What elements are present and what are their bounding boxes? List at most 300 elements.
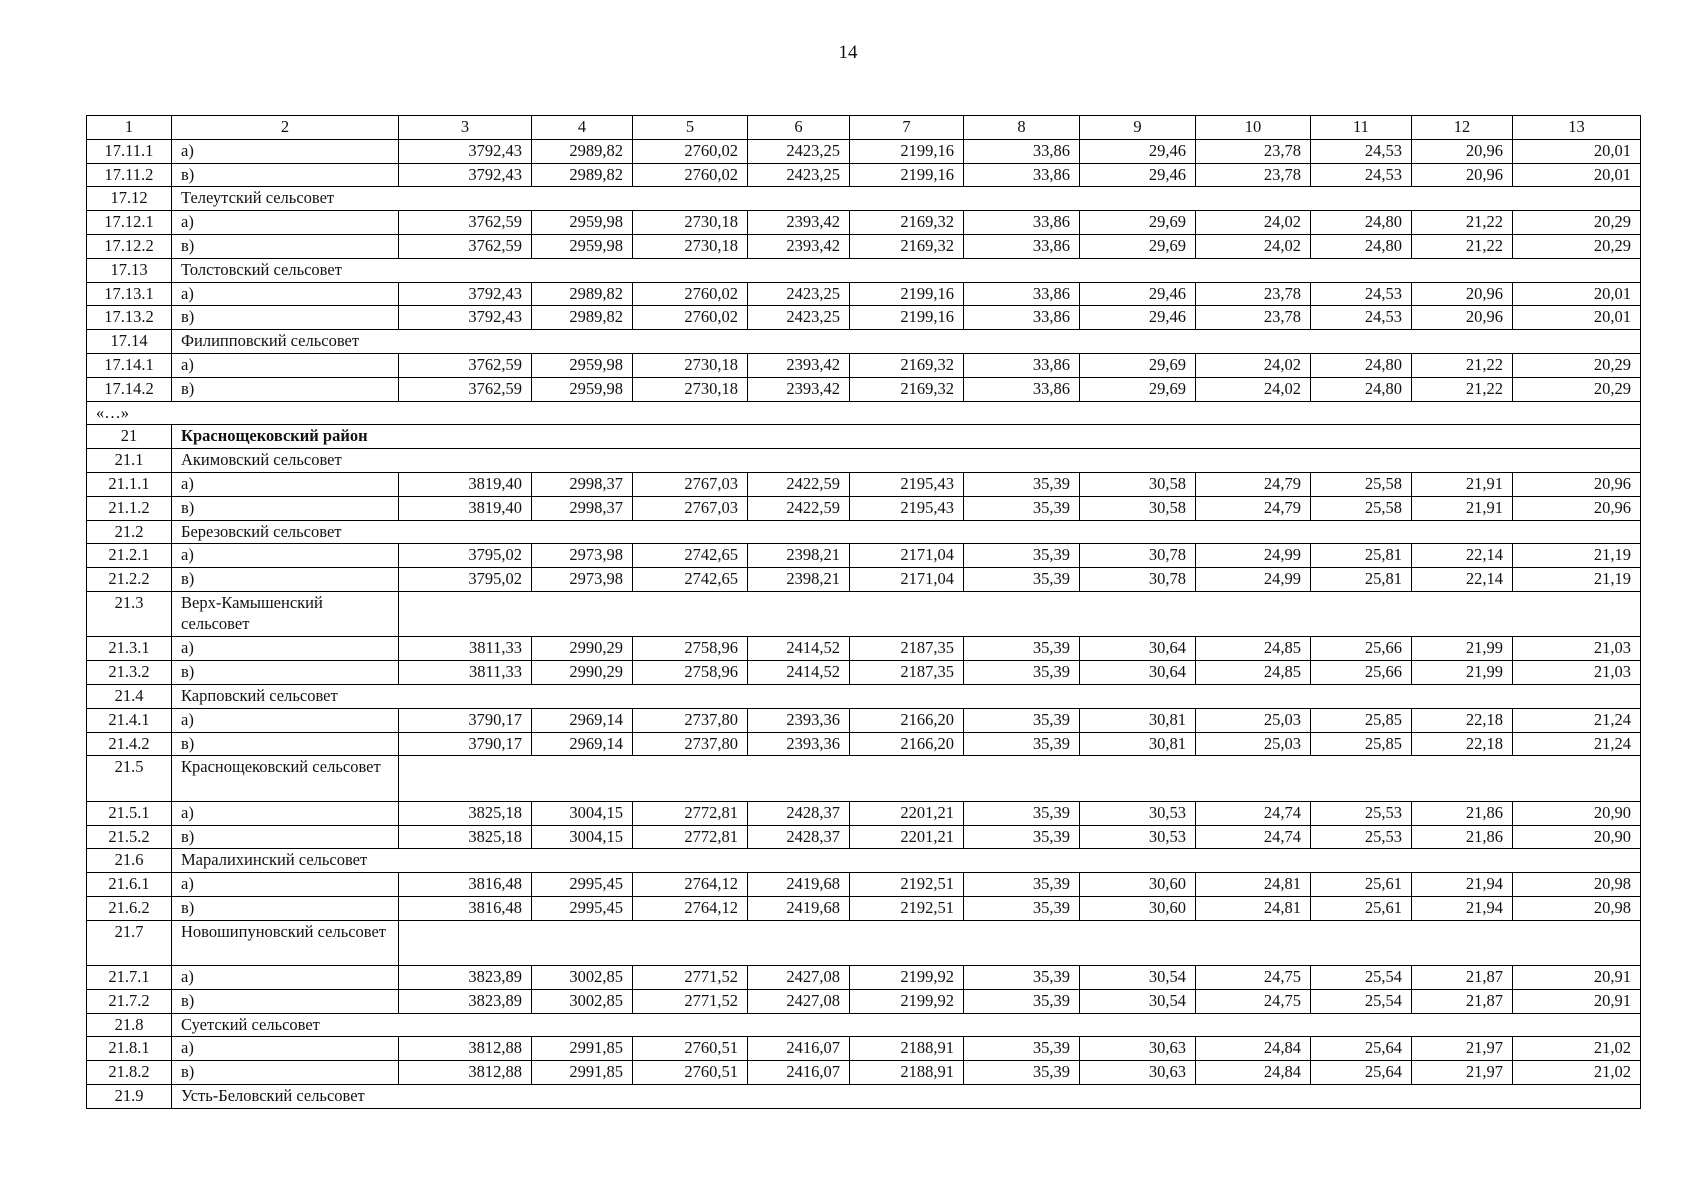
value-cell: 20,96 <box>1412 139 1513 163</box>
value-cell: 33,86 <box>964 377 1080 401</box>
value-cell: 2990,29 <box>532 637 633 661</box>
value-cell: 2764,12 <box>633 873 748 897</box>
value-cell: 3795,02 <box>399 568 532 592</box>
value-cell: 21,97 <box>1412 1061 1513 1085</box>
row-code: 21.4.1 <box>87 708 172 732</box>
section-code: 21 <box>87 425 172 449</box>
value-cell: 20,01 <box>1513 139 1641 163</box>
section-title: Толстовский сельсовет <box>172 258 1641 282</box>
row-code: 21.5.1 <box>87 801 172 825</box>
table-row <box>87 896 1641 920</box>
table-row <box>87 989 1641 1013</box>
value-cell: 21,97 <box>1412 1037 1513 1061</box>
table-row <box>87 568 1641 592</box>
value-cell: 20,96 <box>1412 163 1513 187</box>
table-row <box>87 306 1641 330</box>
value-cell: 25,85 <box>1311 708 1412 732</box>
value-cell: 2991,85 <box>532 1037 633 1061</box>
column-header: 4 <box>532 116 633 140</box>
value-cell: 2398,21 <box>748 568 850 592</box>
value-cell: 20,96 <box>1412 306 1513 330</box>
value-cell: 2187,35 <box>850 637 964 661</box>
row-label: в) <box>172 825 399 849</box>
value-cell: 2730,18 <box>633 377 748 401</box>
table-row <box>87 1037 1641 1061</box>
value-cell: 2772,81 <box>633 825 748 849</box>
value-cell: 25,53 <box>1311 801 1412 825</box>
column-header: 2 <box>172 116 399 140</box>
value-cell: 21,91 <box>1412 496 1513 520</box>
value-cell: 24,80 <box>1311 211 1412 235</box>
value-cell: 29,69 <box>1080 377 1196 401</box>
value-cell: 21,87 <box>1412 989 1513 1013</box>
value-cell: 21,94 <box>1412 873 1513 897</box>
value-cell: 30,78 <box>1080 568 1196 592</box>
row-code: 21.5.2 <box>87 825 172 849</box>
value-cell: 2767,03 <box>633 472 748 496</box>
value-cell: 2393,42 <box>748 353 850 377</box>
value-cell: 2422,59 <box>748 472 850 496</box>
value-cell: 21,22 <box>1412 234 1513 258</box>
row-code: 17.14.2 <box>87 377 172 401</box>
value-cell: 3792,43 <box>399 306 532 330</box>
table-row <box>87 139 1641 163</box>
row-code: 21.8.2 <box>87 1061 172 1085</box>
value-cell: 25,54 <box>1311 966 1412 990</box>
row-code: 21.3.1 <box>87 637 172 661</box>
value-cell: 2393,36 <box>748 708 850 732</box>
value-cell: 24,85 <box>1196 661 1311 685</box>
value-cell: 20,90 <box>1513 801 1641 825</box>
value-cell: 2771,52 <box>633 989 748 1013</box>
row-code: 21.1.2 <box>87 496 172 520</box>
value-cell: 33,86 <box>964 306 1080 330</box>
value-cell: 25,66 <box>1311 637 1412 661</box>
section-code: 21.5 <box>87 756 172 801</box>
value-cell: 25,85 <box>1311 732 1412 756</box>
value-cell: 21,99 <box>1412 661 1513 685</box>
value-cell: 22,18 <box>1412 708 1513 732</box>
value-cell: 24,02 <box>1196 353 1311 377</box>
value-cell: 2393,42 <box>748 377 850 401</box>
value-cell: 2393,42 <box>748 234 850 258</box>
value-cell: 25,66 <box>1311 661 1412 685</box>
value-cell: 23,78 <box>1196 139 1311 163</box>
value-cell: 25,53 <box>1311 825 1412 849</box>
value-cell: 3762,59 <box>399 234 532 258</box>
value-cell: 24,80 <box>1311 353 1412 377</box>
column-header: 8 <box>964 116 1080 140</box>
value-cell: 33,86 <box>964 234 1080 258</box>
value-cell: 2995,45 <box>532 896 633 920</box>
table-row <box>87 377 1641 401</box>
value-cell: 21,86 <box>1412 825 1513 849</box>
value-cell: 29,69 <box>1080 211 1196 235</box>
value-cell: 2730,18 <box>633 353 748 377</box>
value-cell: 3002,85 <box>532 989 633 1013</box>
table-row <box>87 873 1641 897</box>
value-cell: 3790,17 <box>399 732 532 756</box>
value-cell: 21,99 <box>1412 637 1513 661</box>
row-label: а) <box>172 1037 399 1061</box>
value-cell: 24,81 <box>1196 896 1311 920</box>
table-row <box>87 708 1641 732</box>
section-code: 21.9 <box>87 1085 172 1109</box>
value-cell: 2973,98 <box>532 544 633 568</box>
value-cell: 22,14 <box>1412 544 1513 568</box>
value-cell: 3825,18 <box>399 801 532 825</box>
page-number: 14 <box>838 42 858 63</box>
section-title: Краснощековский сельсовет <box>172 756 399 801</box>
value-cell: 2416,07 <box>748 1061 850 1085</box>
value-cell: 23,78 <box>1196 306 1311 330</box>
value-cell: 21,02 <box>1513 1061 1641 1085</box>
value-cell: 2171,04 <box>850 544 964 568</box>
value-cell: 30,60 <box>1080 896 1196 920</box>
value-cell: 29,46 <box>1080 306 1196 330</box>
column-header: 11 <box>1311 116 1412 140</box>
value-cell: 20,98 <box>1513 873 1641 897</box>
value-cell: 33,86 <box>964 282 1080 306</box>
value-cell: 24,53 <box>1311 163 1412 187</box>
value-cell: 35,39 <box>964 825 1080 849</box>
section-row <box>87 849 1641 873</box>
row-label: а) <box>172 282 399 306</box>
value-cell: 20,91 <box>1513 989 1641 1013</box>
value-cell: 2199,16 <box>850 163 964 187</box>
table-body <box>87 116 1641 1109</box>
column-header: 5 <box>633 116 748 140</box>
column-header: 3 <box>399 116 532 140</box>
section-row <box>87 425 1641 449</box>
value-cell: 20,01 <box>1513 163 1641 187</box>
value-cell: 30,58 <box>1080 472 1196 496</box>
column-header: 7 <box>850 116 964 140</box>
value-cell: 33,86 <box>964 211 1080 235</box>
value-cell: 2199,16 <box>850 306 964 330</box>
row-label: а) <box>172 708 399 732</box>
value-cell: 30,81 <box>1080 732 1196 756</box>
row-code: 21.7.2 <box>87 989 172 1013</box>
value-cell: 25,81 <box>1311 544 1412 568</box>
value-cell: 2737,80 <box>633 708 748 732</box>
value-cell: 23,78 <box>1196 163 1311 187</box>
row-label: в) <box>172 732 399 756</box>
row-code: 21.2.2 <box>87 568 172 592</box>
row-code: 21.2.1 <box>87 544 172 568</box>
value-cell: 24,53 <box>1311 139 1412 163</box>
row-label: в) <box>172 661 399 685</box>
value-cell: 24,74 <box>1196 801 1311 825</box>
section-code: 17.14 <box>87 330 172 354</box>
value-cell: 21,03 <box>1513 637 1641 661</box>
value-cell: 35,39 <box>964 1061 1080 1085</box>
value-cell: 21,24 <box>1513 732 1641 756</box>
value-cell: 21,22 <box>1412 377 1513 401</box>
value-cell: 21,22 <box>1412 211 1513 235</box>
section-title: Телеутский сельсовет <box>172 187 1641 211</box>
value-cell: 2195,43 <box>850 472 964 496</box>
value-cell: 2973,98 <box>532 568 633 592</box>
table-row <box>87 472 1641 496</box>
column-header: 6 <box>748 116 850 140</box>
value-cell: 2419,68 <box>748 896 850 920</box>
value-cell: 2771,52 <box>633 966 748 990</box>
value-cell: 24,79 <box>1196 472 1311 496</box>
value-cell: 24,99 <box>1196 544 1311 568</box>
row-code: 17.12.2 <box>87 234 172 258</box>
row-code: 17.11.1 <box>87 139 172 163</box>
value-cell: 2422,59 <box>748 496 850 520</box>
value-cell: 2427,08 <box>748 989 850 1013</box>
value-cell: 2758,96 <box>633 661 748 685</box>
row-code: 21.4.2 <box>87 732 172 756</box>
value-cell: 30,63 <box>1080 1037 1196 1061</box>
column-header: 12 <box>1412 116 1513 140</box>
value-cell: 2192,51 <box>850 873 964 897</box>
row-label: а) <box>172 472 399 496</box>
section-row <box>87 684 1641 708</box>
value-cell: 24,02 <box>1196 234 1311 258</box>
value-cell: 35,39 <box>964 966 1080 990</box>
value-cell: 3811,33 <box>399 637 532 661</box>
value-cell: 2730,18 <box>633 234 748 258</box>
section-row <box>87 591 1641 636</box>
table-row <box>87 637 1641 661</box>
value-cell: 3762,59 <box>399 353 532 377</box>
value-cell: 2192,51 <box>850 896 964 920</box>
value-cell: 2998,37 <box>532 472 633 496</box>
value-cell: 2398,21 <box>748 544 850 568</box>
table-row <box>87 282 1641 306</box>
value-cell: 2742,65 <box>633 544 748 568</box>
section-code: 21.1 <box>87 449 172 473</box>
value-cell: 3819,40 <box>399 472 532 496</box>
row-code: 21.3.2 <box>87 661 172 685</box>
row-label: а) <box>172 353 399 377</box>
value-cell: 2169,32 <box>850 377 964 401</box>
tariff-table <box>86 115 1641 1109</box>
value-cell: 2393,36 <box>748 732 850 756</box>
value-cell: 22,14 <box>1412 568 1513 592</box>
header-row <box>87 116 1641 140</box>
value-cell: 30,64 <box>1080 661 1196 685</box>
column-header: 10 <box>1196 116 1311 140</box>
row-code: 17.12.1 <box>87 211 172 235</box>
value-cell: 35,39 <box>964 496 1080 520</box>
value-cell: 3792,43 <box>399 139 532 163</box>
value-cell: 20,96 <box>1412 282 1513 306</box>
value-cell: 2423,25 <box>748 163 850 187</box>
row-code: 17.13.2 <box>87 306 172 330</box>
row-label: в) <box>172 1061 399 1085</box>
value-cell: 2423,25 <box>748 139 850 163</box>
value-cell: 35,39 <box>964 873 1080 897</box>
omission-mark: «…» <box>87 401 1641 425</box>
value-cell: 2199,16 <box>850 282 964 306</box>
value-cell: 35,39 <box>964 732 1080 756</box>
value-cell: 20,98 <box>1513 896 1641 920</box>
section-title: Новошипуновский сельсовет <box>172 920 399 965</box>
row-label: в) <box>172 896 399 920</box>
value-cell: 2760,51 <box>633 1061 748 1085</box>
section-code: 21.2 <box>87 520 172 544</box>
row-label: в) <box>172 989 399 1013</box>
value-cell: 35,39 <box>964 1037 1080 1061</box>
value-cell: 2767,03 <box>633 496 748 520</box>
value-cell: 3825,18 <box>399 825 532 849</box>
value-cell: 2742,65 <box>633 568 748 592</box>
table-row <box>87 825 1641 849</box>
row-code: 21.1.1 <box>87 472 172 496</box>
value-cell: 33,86 <box>964 163 1080 187</box>
row-label: а) <box>172 873 399 897</box>
value-cell: 24,80 <box>1311 377 1412 401</box>
value-cell: 2199,92 <box>850 989 964 1013</box>
row-label: в) <box>172 306 399 330</box>
section-row <box>87 756 1641 801</box>
row-label: а) <box>172 139 399 163</box>
row-label: а) <box>172 637 399 661</box>
value-cell: 2187,35 <box>850 661 964 685</box>
table-row <box>87 544 1641 568</box>
section-row <box>87 1085 1641 1109</box>
section-row <box>87 920 1641 965</box>
value-cell: 2969,14 <box>532 708 633 732</box>
value-cell: 3002,85 <box>532 966 633 990</box>
value-cell: 2169,32 <box>850 211 964 235</box>
value-cell: 35,39 <box>964 661 1080 685</box>
value-cell: 25,61 <box>1311 896 1412 920</box>
section-filler <box>399 591 1641 636</box>
row-label: в) <box>172 496 399 520</box>
value-cell: 20,29 <box>1513 353 1641 377</box>
column-header: 13 <box>1513 116 1641 140</box>
value-cell: 2419,68 <box>748 873 850 897</box>
value-cell: 2416,07 <box>748 1037 850 1061</box>
section-title: Маралихинский сельсовет <box>172 849 1641 873</box>
value-cell: 3823,89 <box>399 989 532 1013</box>
value-cell: 24,79 <box>1196 496 1311 520</box>
value-cell: 2428,37 <box>748 801 850 825</box>
value-cell: 3816,48 <box>399 873 532 897</box>
column-header: 9 <box>1080 116 1196 140</box>
value-cell: 2959,98 <box>532 234 633 258</box>
value-cell: 20,01 <box>1513 282 1641 306</box>
value-cell: 21,87 <box>1412 966 1513 990</box>
value-cell: 2393,42 <box>748 211 850 235</box>
value-cell: 2199,92 <box>850 966 964 990</box>
value-cell: 35,39 <box>964 801 1080 825</box>
value-cell: 30,54 <box>1080 966 1196 990</box>
section-title: Верх-Камышенский сельсовет <box>172 591 399 636</box>
value-cell: 2171,04 <box>850 568 964 592</box>
value-cell: 3812,88 <box>399 1037 532 1061</box>
value-cell: 20,91 <box>1513 966 1641 990</box>
value-cell: 25,03 <box>1196 708 1311 732</box>
value-cell: 30,53 <box>1080 801 1196 825</box>
section-code: 17.12 <box>87 187 172 211</box>
value-cell: 3795,02 <box>399 544 532 568</box>
value-cell: 25,61 <box>1311 873 1412 897</box>
row-label: в) <box>172 234 399 258</box>
section-row <box>87 258 1641 282</box>
row-code: 17.11.2 <box>87 163 172 187</box>
value-cell: 2188,91 <box>850 1037 964 1061</box>
section-title: Березовский сельсовет <box>172 520 1641 544</box>
value-cell: 29,46 <box>1080 139 1196 163</box>
value-cell: 24,02 <box>1196 211 1311 235</box>
row-label: а) <box>172 801 399 825</box>
value-cell: 2169,32 <box>850 353 964 377</box>
value-cell: 25,03 <box>1196 732 1311 756</box>
value-cell: 30,60 <box>1080 873 1196 897</box>
value-cell: 2989,82 <box>532 282 633 306</box>
value-cell: 24,74 <box>1196 825 1311 849</box>
row-code: 21.6.2 <box>87 896 172 920</box>
value-cell: 21,94 <box>1412 896 1513 920</box>
value-cell: 2998,37 <box>532 496 633 520</box>
value-cell: 21,03 <box>1513 661 1641 685</box>
value-cell: 2760,02 <box>633 139 748 163</box>
value-cell: 2969,14 <box>532 732 633 756</box>
value-cell: 20,90 <box>1513 825 1641 849</box>
column-header: 1 <box>87 116 172 140</box>
value-cell: 2428,37 <box>748 825 850 849</box>
value-cell: 25,58 <box>1311 496 1412 520</box>
value-cell: 33,86 <box>964 353 1080 377</box>
value-cell: 24,53 <box>1311 282 1412 306</box>
value-cell: 2414,52 <box>748 661 850 685</box>
row-code: 21.8.1 <box>87 1037 172 1061</box>
value-cell: 21,91 <box>1412 472 1513 496</box>
table-row <box>87 966 1641 990</box>
value-cell: 25,58 <box>1311 472 1412 496</box>
value-cell: 21,86 <box>1412 801 1513 825</box>
value-cell: 25,54 <box>1311 989 1412 1013</box>
section-title: Карповский сельсовет <box>172 684 1641 708</box>
value-cell: 30,58 <box>1080 496 1196 520</box>
value-cell: 2166,20 <box>850 732 964 756</box>
row-label: в) <box>172 568 399 592</box>
row-code: 17.13.1 <box>87 282 172 306</box>
value-cell: 2423,25 <box>748 306 850 330</box>
row-label: в) <box>172 163 399 187</box>
value-cell: 24,99 <box>1196 568 1311 592</box>
value-cell: 2995,45 <box>532 873 633 897</box>
value-cell: 2764,12 <box>633 896 748 920</box>
value-cell: 35,39 <box>964 472 1080 496</box>
value-cell: 30,64 <box>1080 637 1196 661</box>
value-cell: 2991,85 <box>532 1061 633 1085</box>
section-title: Акимовский сельсовет <box>172 449 1641 473</box>
value-cell: 2737,80 <box>633 732 748 756</box>
row-code: 21.7.1 <box>87 966 172 990</box>
section-title: Усть-Беловский сельсовет <box>172 1085 1641 1109</box>
value-cell: 2760,02 <box>633 282 748 306</box>
table-row <box>87 211 1641 235</box>
value-cell: 3792,43 <box>399 282 532 306</box>
value-cell: 20,96 <box>1513 472 1641 496</box>
value-cell: 2423,25 <box>748 282 850 306</box>
section-code: 21.8 <box>87 1013 172 1037</box>
section-filler <box>399 920 1641 965</box>
value-cell: 20,29 <box>1513 211 1641 235</box>
value-cell: 3790,17 <box>399 708 532 732</box>
section-row <box>87 449 1641 473</box>
value-cell: 2772,81 <box>633 801 748 825</box>
table-row <box>87 801 1641 825</box>
